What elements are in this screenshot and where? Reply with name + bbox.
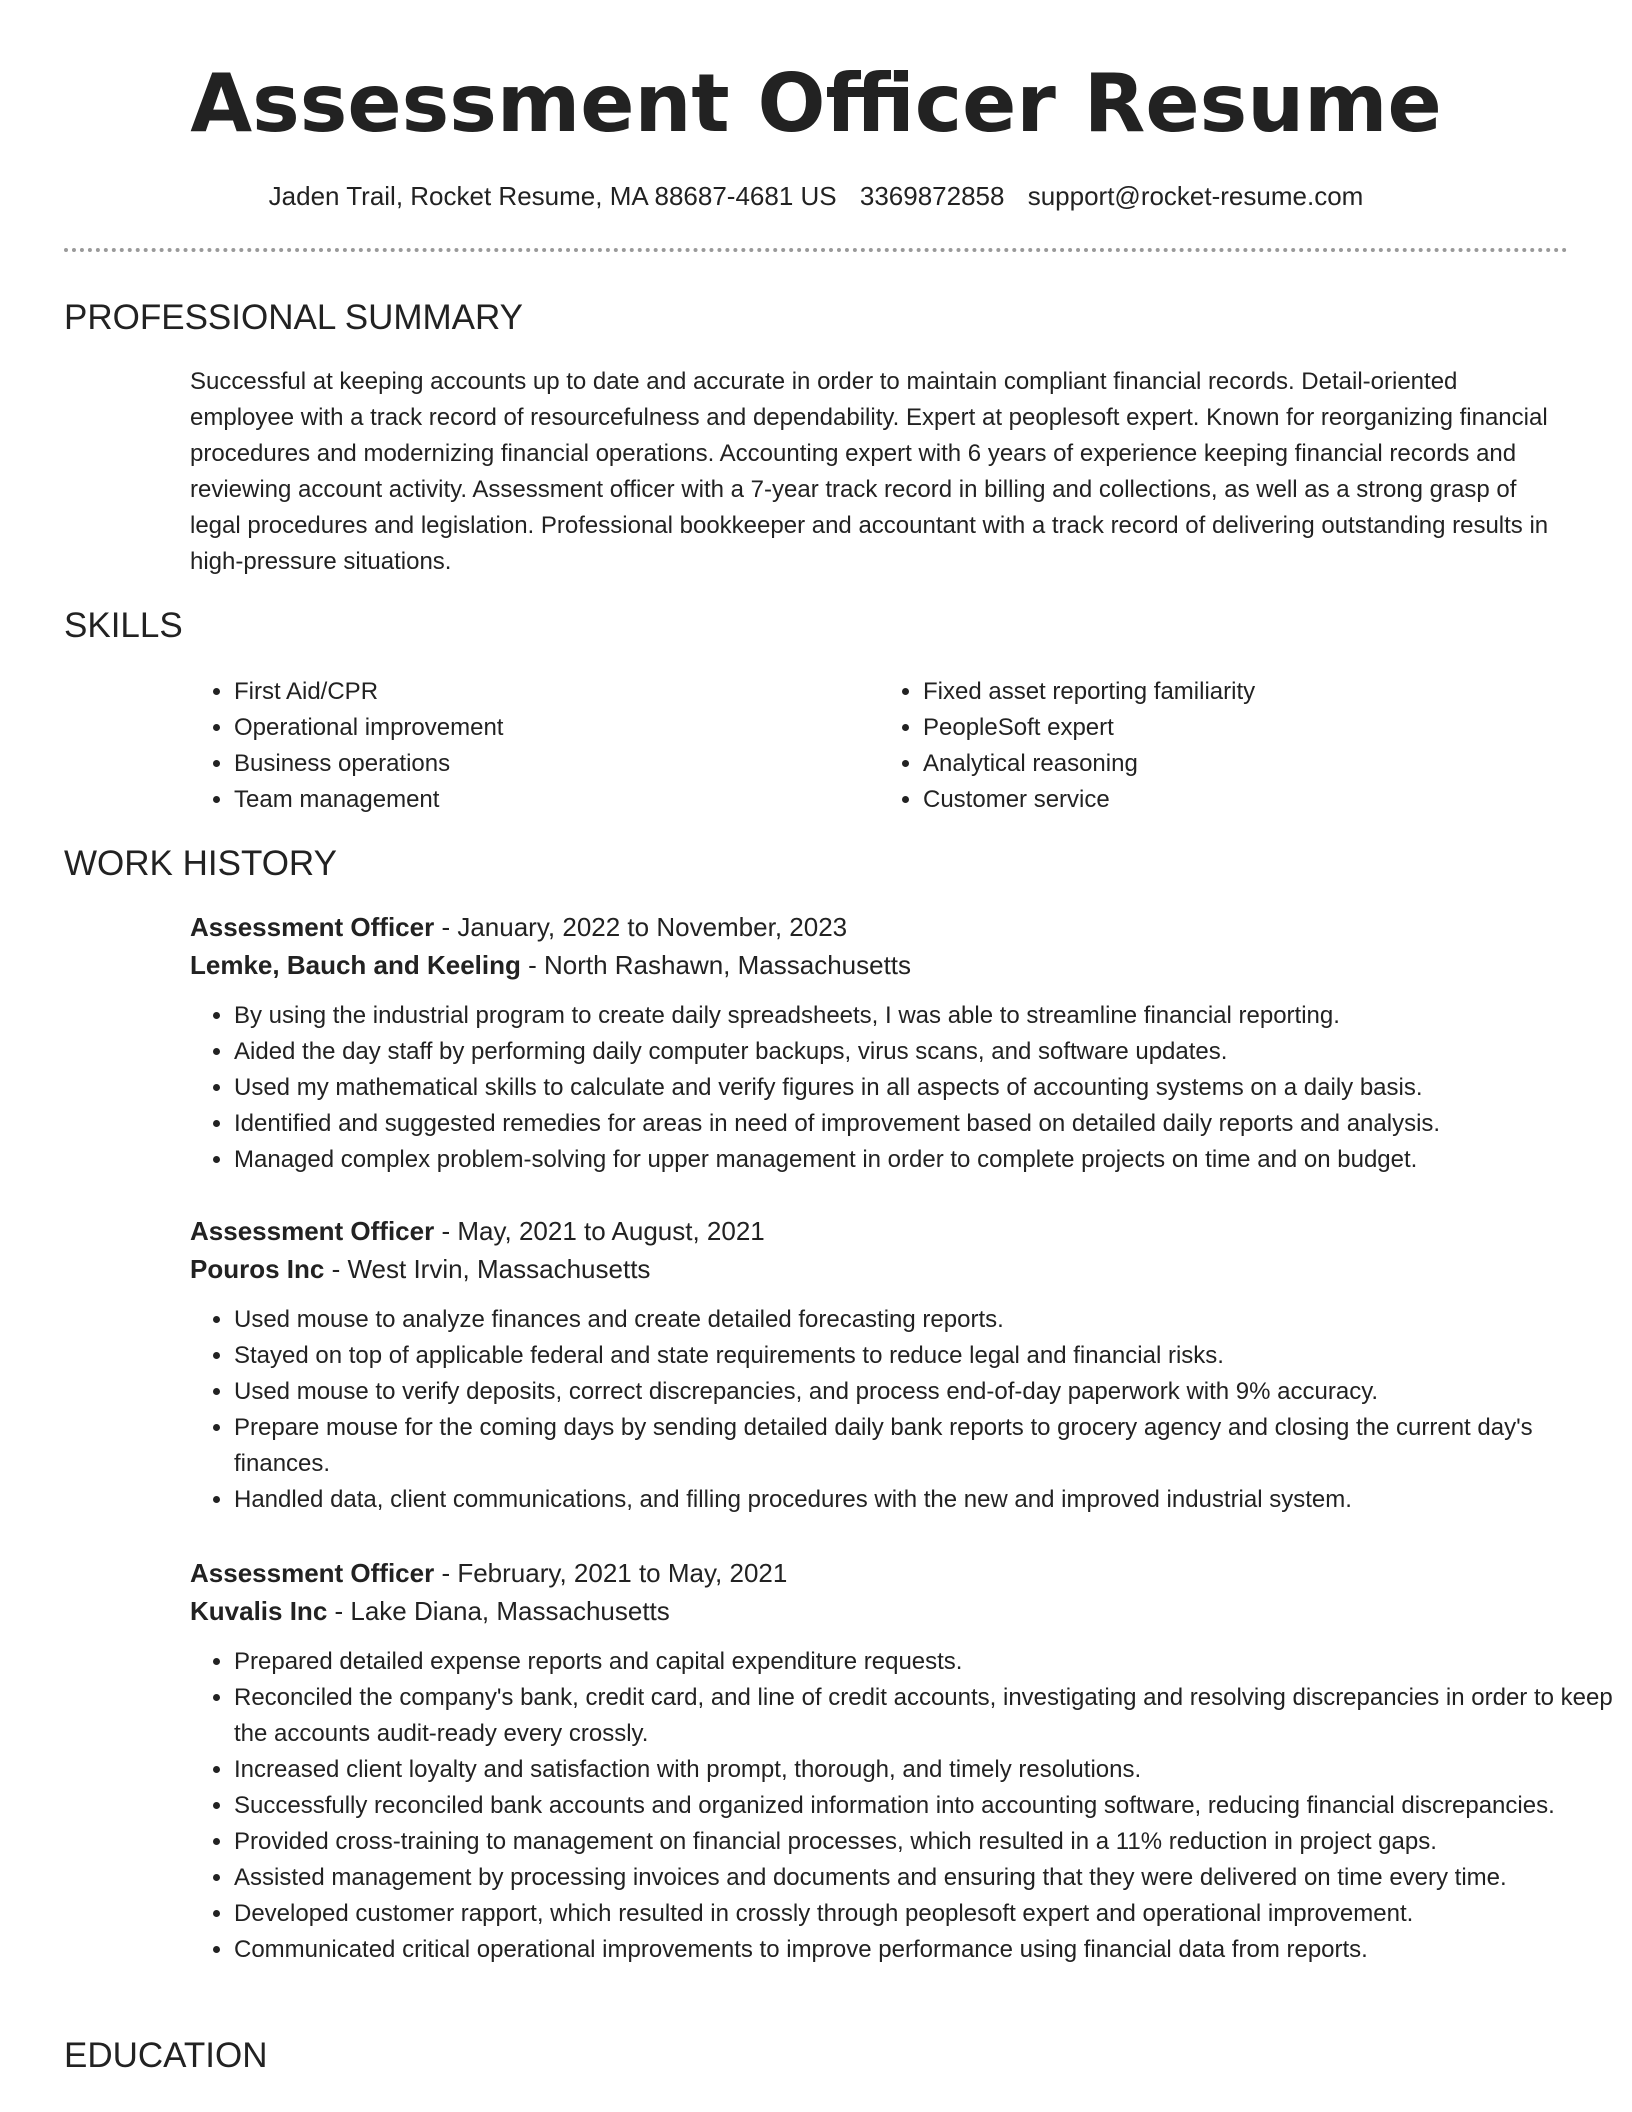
job-bullet: • Stayed on top of applicable federal and state requirements to reduce legal and financial risks.: [234, 1338, 1630, 1374]
skill-item: • Analytical reasoning: [923, 746, 1568, 782]
job-bullets: [190, 1302, 1630, 1518]
job-location: - North Rashawn, Massachusetts: [520, 950, 912, 980]
skill-item: • Customer service: [923, 782, 1568, 818]
job-bullet: • Aided the day staff by performing daily computer backups, virus scans, and software updates.: [234, 1034, 1630, 1070]
job-dates: - January, 2022 to November, 2023: [434, 912, 848, 942]
job-location: - West Irvin, Massachusetts: [324, 1254, 651, 1284]
job-entry-1: [190, 908, 1630, 1178]
job-title-line: [190, 908, 1630, 946]
contact-phone: 3369872858: [859, 181, 1005, 211]
job-bullet: • Developed customer rapport, which resulted in crossly through peoplesoft expert and operational improvement.: [234, 1896, 1630, 1932]
job-bullets: [190, 998, 1630, 1178]
job-bullet: • Provided cross-training to management on financial processes, which resulted in a 11% reduction in project gaps.: [234, 1824, 1630, 1860]
job-company-line: [190, 946, 1630, 984]
job-company: Kuvalis Inc: [190, 1596, 328, 1626]
job-dates: - May, 2021 to August, 2021: [434, 1216, 765, 1246]
job-title-line: [190, 1554, 1630, 1592]
contact-address: Jaden Trail, Rocket Resume, MA 88687-4681 US: [268, 181, 837, 211]
skills-list-left: [190, 674, 879, 818]
job-bullet: • Prepare mouse for the coming days by sending detailed daily bank reports to grocery agency and closing the current day's finances.: [234, 1410, 1630, 1482]
job-company-line: [190, 1592, 1630, 1630]
job-bullet: • Reconciled the company's bank, credit card, and line of credit accounts, investigating and resolving discrepancies in order to keep the accounts audit-ready every crossly.: [234, 1680, 1630, 1752]
job-title: Assessment Officer: [190, 1558, 435, 1588]
job-dates: - February, 2021 to May, 2021: [434, 1558, 788, 1588]
job-entry-3: [190, 1554, 1630, 1968]
skill-item: • PeopleSoft expert: [923, 710, 1568, 746]
job-company: Pouros Inc: [190, 1254, 325, 1284]
summary-heading: PROFESSIONAL SUMMARY: [64, 298, 523, 337]
job-title: Assessment Officer: [190, 1216, 435, 1246]
job-bullet: • Used mouse to verify deposits, correct discrepancies, and process end-of-day paperwork with 9% accuracy.: [234, 1374, 1630, 1410]
resume-page: [64, 0, 1613, 2075]
job-bullets: [190, 1644, 1630, 1968]
job-title-line: [190, 1212, 1630, 1250]
work-heading: WORK HISTORY: [64, 844, 337, 883]
resume-title: Assessment Officer Resume: [190, 57, 1442, 150]
skill-item: • Business operations: [234, 746, 879, 782]
job-bullet: • By using the industrial program to create daily spreadsheets, I was able to streamline financial reporting.: [234, 998, 1630, 1034]
summary-text: Successful at keeping accounts up to date and accurate in order to maintain compliant financial records. Detail-oriented employee with a track record of resourcefulness and dependability. Expert at peoplesoft expert. Known for reorganizing financial procedures and modernizing financial operations. Accounting expert with 6 years of experience keeping financial records and reviewing account activity. Assessment officer with a 7-year track record in billing and collections, as well as a strong grasp of legal procedures and legislation. Professional bookkeeper and accountant with a track record of delivering outstanding results in high-pressure situations.: [190, 368, 1549, 575]
job-bullet: • Communicated critical operational improvements to improve performance using financial data from reports.: [234, 1932, 1630, 1968]
skill-item: • First Aid/CPR: [234, 674, 879, 710]
job-bullet: • Managed complex problem-solving for upper management in order to complete projects on time and on budget.: [234, 1142, 1630, 1178]
skill-item: • Fixed asset reporting familiarity: [923, 674, 1568, 710]
job-bullet: • Handled data, client communications, and filling procedures with the new and improved industrial system.: [234, 1482, 1630, 1518]
job-bullet: • Used my mathematical skills to calculate and verify figures in all aspects of accounting systems on a daily basis.: [234, 1070, 1630, 1106]
job-entry-2: [190, 1212, 1630, 1518]
education-heading: EDUCATION: [64, 2036, 268, 2075]
job-bullet: • Increased client loyalty and satisfaction with prompt, thorough, and timely resolutions.: [234, 1752, 1630, 1788]
skill-item: • Team management: [234, 782, 879, 818]
job-title: Assessment Officer: [190, 912, 435, 942]
skills-list-right: [879, 674, 1568, 818]
job-bullet: • Prepared detailed expense reports and capital expenditure requests.: [234, 1644, 1630, 1680]
contact-email: support@rocket-resume.com: [1027, 181, 1364, 211]
job-bullet: • Assisted management by processing invoices and documents and ensuring that they were delivered on time every time.: [234, 1860, 1630, 1896]
job-bullet: • Identified and suggested remedies for areas in need of improvement based on detailed daily reports and analysis.: [234, 1106, 1630, 1142]
job-bullet: • Used mouse to analyze finances and create detailed forecasting reports.: [234, 1302, 1630, 1338]
contact-line: [64, 178, 1568, 214]
job-company: Lemke, Bauch and Keeling: [190, 950, 521, 980]
job-location: - Lake Diana, Massachusetts: [327, 1596, 670, 1626]
skills-heading: SKILLS: [64, 606, 183, 645]
skills-grid: [190, 674, 1568, 818]
skill-item: • Operational improvement: [234, 710, 879, 746]
job-company-line: [190, 1250, 1630, 1288]
header-divider: [64, 248, 1568, 252]
job-bullet: • Successfully reconciled bank accounts and organized information into accounting software, reducing financial discrepancies.: [234, 1788, 1630, 1824]
